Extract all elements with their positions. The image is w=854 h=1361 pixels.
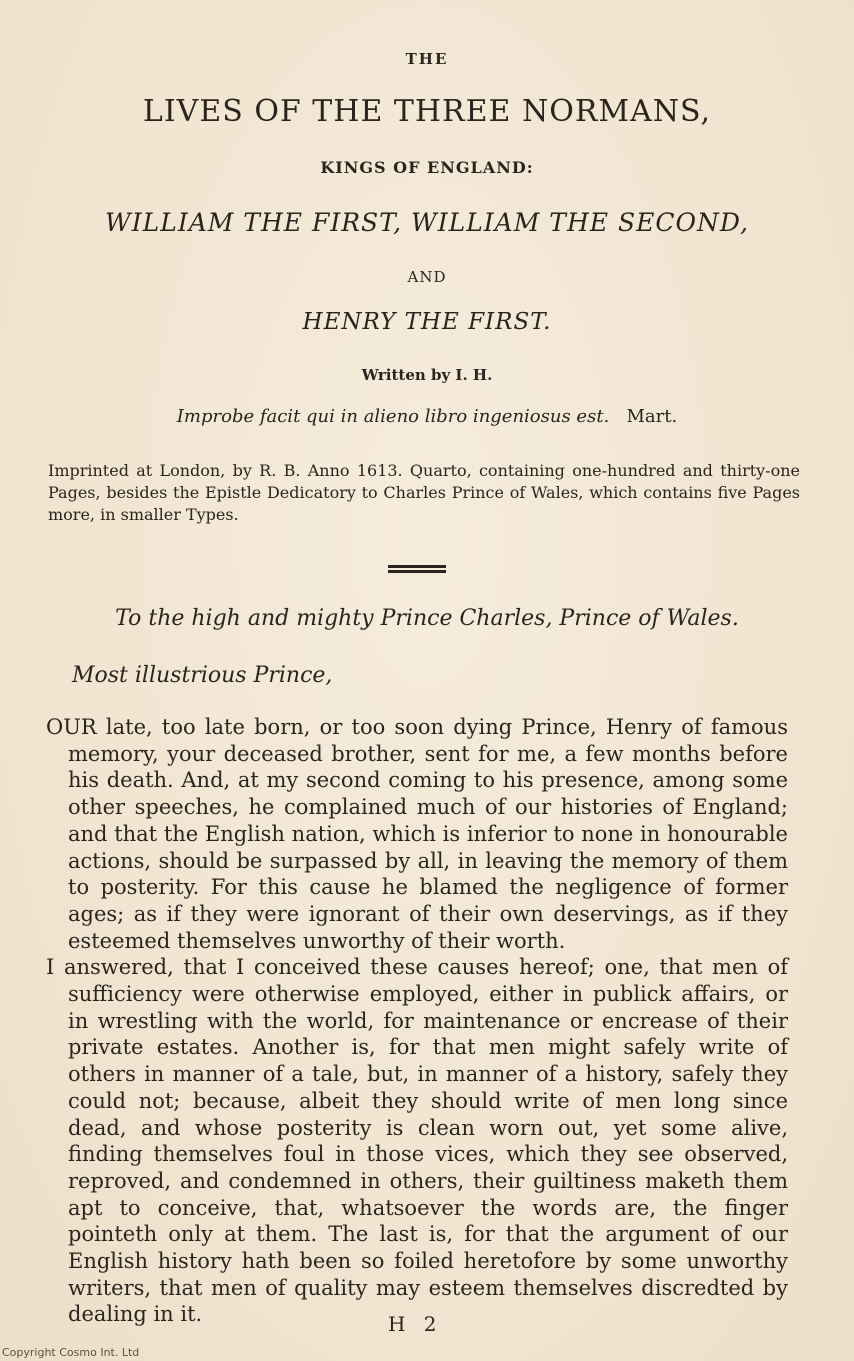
kings-line: WILLIAM THE FIRST, WILLIAM THE SECOND, xyxy=(105,208,749,237)
section-divider xyxy=(388,565,446,575)
henry-line: HENRY THE FIRST. xyxy=(302,309,552,335)
motto-source: Mart. xyxy=(626,406,678,427)
paragraph: OUR late, too late born, or too soon dying Prince, Henry of famous memory, your deceased brother, sent for me, a few months before his death. And, at my second coming to his presence, among some other speeches, he complained much of our histories of England; and that the English nation, which is inferior to none in honourable actions, should be surpassed by all, in leaving the memory of them to posterity. For this cause he blamed the negligence of former ages; as if they were ignorant of their own deservings, as if they esteemed themselves unworthy of their worth. xyxy=(46,715,788,953)
author-line: Written by I. H. xyxy=(361,366,493,384)
body-text xyxy=(46,714,788,1328)
motto xyxy=(0,406,854,427)
salutation: Most illustrious Prince, xyxy=(72,663,333,688)
title-the: THE xyxy=(405,50,449,68)
page-number: H 2 xyxy=(388,1312,443,1336)
and-line: AND xyxy=(407,268,447,286)
page-title: LIVES OF THE THREE NORMANS, xyxy=(142,94,712,129)
paragraph: I answered, that I conceived these causes hereof; one, that men of sufficiency were otherwise employed, either in publick affairs, or in wrestling with the world, for maintenance or encrease of their private estates. Another is, for that men might safely write of others in manner of a tale, but, in manner of a history, safely they could not; because, albeit they should write of men long since dead, and whose posterity is clean worn out, yet some alive, finding themselves foul in those vices, which they see observed, reproved, and condemned in others, their guiltiness maketh them apt to conceive, that, whatsoever the words are, the finger pointeth only at them. The last is, for that the argument of our English history hath been so foiled heretofore by some unworthy writers, that men of quality may esteem themselves discredted by dealing in it. xyxy=(46,955,788,1327)
subtitle: KINGS OF ENGLAND: xyxy=(320,158,534,177)
copyright-notice: Copyright Cosmo Int. Ltd xyxy=(2,1346,140,1359)
imprint-note: Imprinted at London, by R. B. Anno 1613. Quarto, containing one-hundred and thirty-one Pages, besides the Epistle Dedicatory to Charles Prince of Wales, which contains five Pages more, in smaller Types. xyxy=(48,461,800,524)
motto-latin: Improbe facit qui in alieno libro ingeniosus est. xyxy=(176,406,610,427)
dedication-heading: To the high and mighty Prince Charles, Prince of Wales. xyxy=(115,606,739,631)
